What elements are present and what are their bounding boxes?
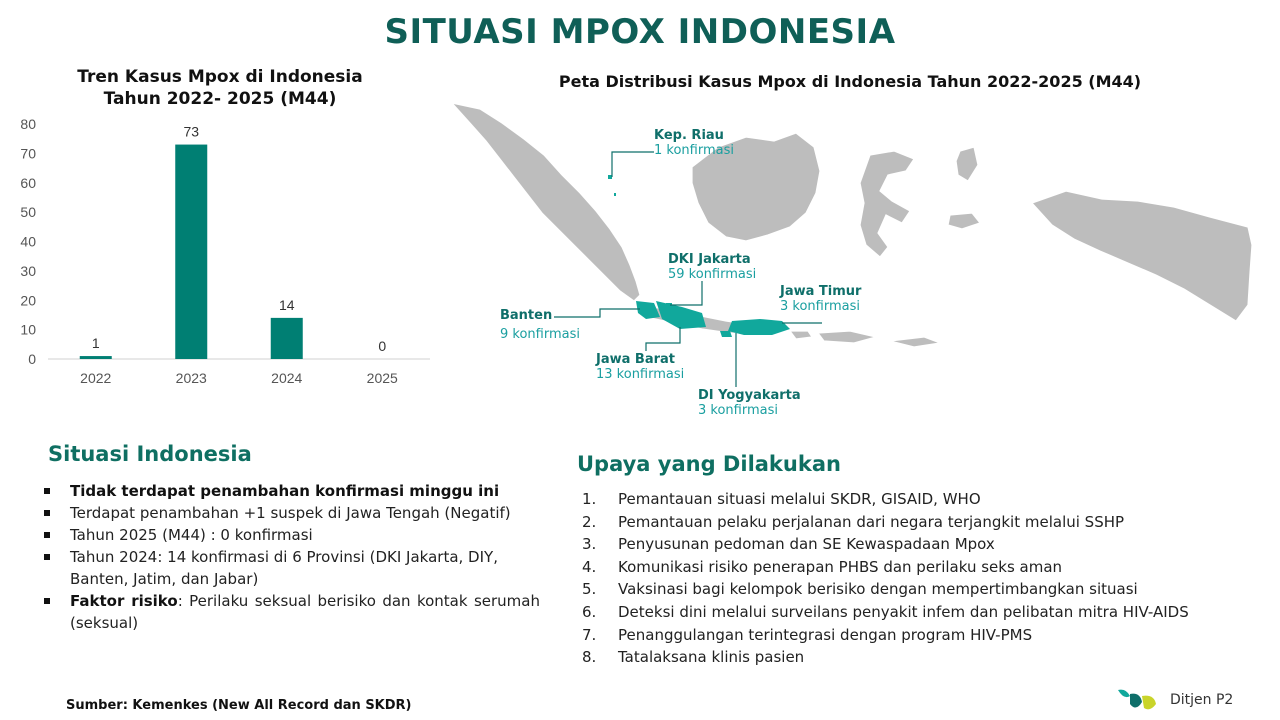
maluku-islands: [956, 147, 978, 181]
jatim-count: 3 konfirmasi: [780, 299, 860, 314]
situasi-item: [42, 546, 540, 590]
situasi-item-text: Terdapat penambahan +1 suspek di Jawa Tengah (Negatif): [70, 504, 511, 522]
upaya-item-number: 2.: [582, 512, 597, 531]
situasi-item-bold: Tidak terdapat penambahan konfirmasi minggu ini: [70, 482, 500, 500]
upaya-item-number: 7.: [582, 625, 597, 644]
nusa-tenggara-islands: [790, 331, 940, 347]
upaya-list: [582, 488, 1272, 669]
upaya-item-text: Penyusunan pedoman dan SE Kewaspadaan Mpox: [618, 535, 995, 554]
dki-leader: [670, 281, 702, 305]
ditjen-logo-icon: [1116, 686, 1160, 714]
upaya-item-text: Vaksinasi bagi kelompok berisiko dengan mempertimbangkan situasi: [618, 580, 1138, 599]
label-diy: [698, 388, 801, 418]
y-tick-label: 10: [20, 321, 36, 338]
upaya-item: [582, 488, 1272, 511]
upaya-item-number: 6.: [582, 602, 597, 621]
y-tick-label: 40: [20, 233, 36, 250]
kepri-leader: [612, 152, 654, 177]
chart-title-line2: Tahun 2022- 2025 (M44): [103, 89, 337, 109]
yogyakarta-region: [720, 331, 732, 337]
diy-count: 3 konfirmasi: [698, 403, 778, 418]
upaya-item-number: 5.: [582, 580, 597, 599]
jawa-timur-region: [728, 319, 790, 335]
situasi-item: [42, 480, 540, 502]
upaya-item: [582, 556, 1272, 579]
jabar-count: 13 konfirmasi: [596, 367, 685, 382]
y-tick-label: 60: [20, 174, 36, 191]
dki-name: DKI Jakarta: [668, 252, 751, 267]
label-dki-jakarta: [668, 252, 756, 282]
upaya-item-number: 8.: [582, 648, 597, 667]
logo-text: Ditjen P2: [1170, 692, 1234, 708]
situasi-item-bold: Faktor risiko: [70, 592, 178, 610]
x-tick-label: 2025: [366, 370, 398, 386]
indonesia-map: [440, 95, 1260, 435]
label-kepri: [654, 128, 734, 158]
label-banten: [500, 308, 580, 342]
upaya-item-number: 4.: [582, 557, 597, 576]
upaya-item: [582, 646, 1272, 669]
bar: [80, 356, 112, 359]
upaya-item-text: Pemantauan pelaku perjalanan dari negara terjangkit melalui SSHP: [618, 512, 1125, 531]
situasi-item: [42, 590, 540, 634]
kepri-region: [608, 175, 616, 196]
upaya-item-text: Tatalaksana klinis pasien: [618, 648, 805, 667]
y-tick-label: 80: [20, 116, 36, 132]
chart-title: [40, 66, 400, 110]
upaya-item-number: 3.: [582, 535, 597, 554]
jatim-name: Jawa Timur: [780, 284, 862, 299]
upaya-item: [582, 578, 1272, 601]
jabar-name: Jawa Barat: [596, 352, 675, 367]
upaya-item: [582, 624, 1272, 647]
situasi-item-text: Tahun 2025 (M44) : 0 konfirmasi: [70, 526, 313, 544]
upaya-item: [582, 511, 1272, 534]
data-label: 1: [91, 335, 100, 352]
upaya-heading: Upaya yang Dilakukan: [577, 452, 841, 476]
data-label: 0: [378, 338, 387, 354]
situasi-heading: Situasi Indonesia: [48, 442, 252, 466]
upaya-item-text: Penanggulangan terintegrasi dengan program HIV-PMS: [618, 625, 1033, 644]
map-title: Peta Distribusi Kasus Mpox di Indonesia Tahun 2022-2025 (M44): [558, 72, 1142, 91]
diy-name: DI Yogyakarta: [698, 388, 801, 403]
label-jawa-barat: [596, 352, 684, 382]
situasi-item-text: : Perilaku seksual berisiko dan kontak serumah (seksual): [70, 592, 540, 632]
bar: [175, 145, 207, 359]
banten-region: [636, 301, 660, 319]
upaya-item: [582, 533, 1272, 556]
upaya-item-text: Deteksi dini melalui surveilans penyakit infem dan pelibatan mitra HIV-AIDS: [618, 602, 1189, 621]
bar: [271, 318, 303, 359]
dki-count: 59 konfirmasi: [668, 267, 757, 282]
sulawesi-island: [860, 151, 914, 257]
label-jawa-timur: [780, 284, 861, 314]
chart-title-line1: Tren Kasus Mpox di Indonesia: [77, 67, 363, 87]
upaya-item-number: 1.: [582, 490, 597, 508]
x-tick-label: 2024: [271, 370, 303, 386]
data-label: 14: [278, 296, 295, 313]
situasi-item: [42, 502, 540, 524]
situasi-list: [42, 480, 540, 634]
kepri-count: 1 konfirmasi: [654, 143, 734, 158]
maluku-south: [948, 213, 980, 229]
page-title: SITUASI MPOX INDONESIA: [384, 12, 896, 52]
source-note: Sumber: Kemenkes (New All Record dan SKDR): [66, 698, 412, 713]
banten-name: Banten: [500, 308, 553, 323]
situasi-item-text: Tahun 2024: 14 konfirmasi di 6 Provinsi (DKI Jakarta, DIY, Banten, Jatim, dan Jabar): [70, 548, 498, 588]
y-tick-label: 70: [20, 145, 36, 162]
y-tick-label: 30: [20, 262, 36, 279]
x-tick-label: 2023: [175, 370, 207, 386]
y-tick-label: 20: [20, 292, 36, 309]
y-tick-label: 50: [20, 204, 36, 221]
papua-island: [1032, 191, 1252, 321]
data-label: 73: [183, 123, 200, 140]
jabar-leader: [646, 327, 680, 351]
upaya-item-text: Pemantauan situasi melalui SKDR, GISAID, WHO: [618, 490, 981, 508]
y-tick-label: 0: [28, 351, 36, 367]
bar-chart: [0, 110, 440, 400]
banten-count: 9 konfirmasi: [500, 327, 580, 342]
sumatra-island: [452, 103, 640, 301]
upaya-item: [582, 601, 1272, 624]
x-tick-label: 2022: [80, 370, 112, 386]
upaya-item-text: Komunikasi risiko penerapan PHBS dan perilaku seks aman: [618, 557, 1063, 576]
kepri-name: Kep. Riau: [654, 128, 724, 143]
situasi-item: [42, 524, 540, 546]
